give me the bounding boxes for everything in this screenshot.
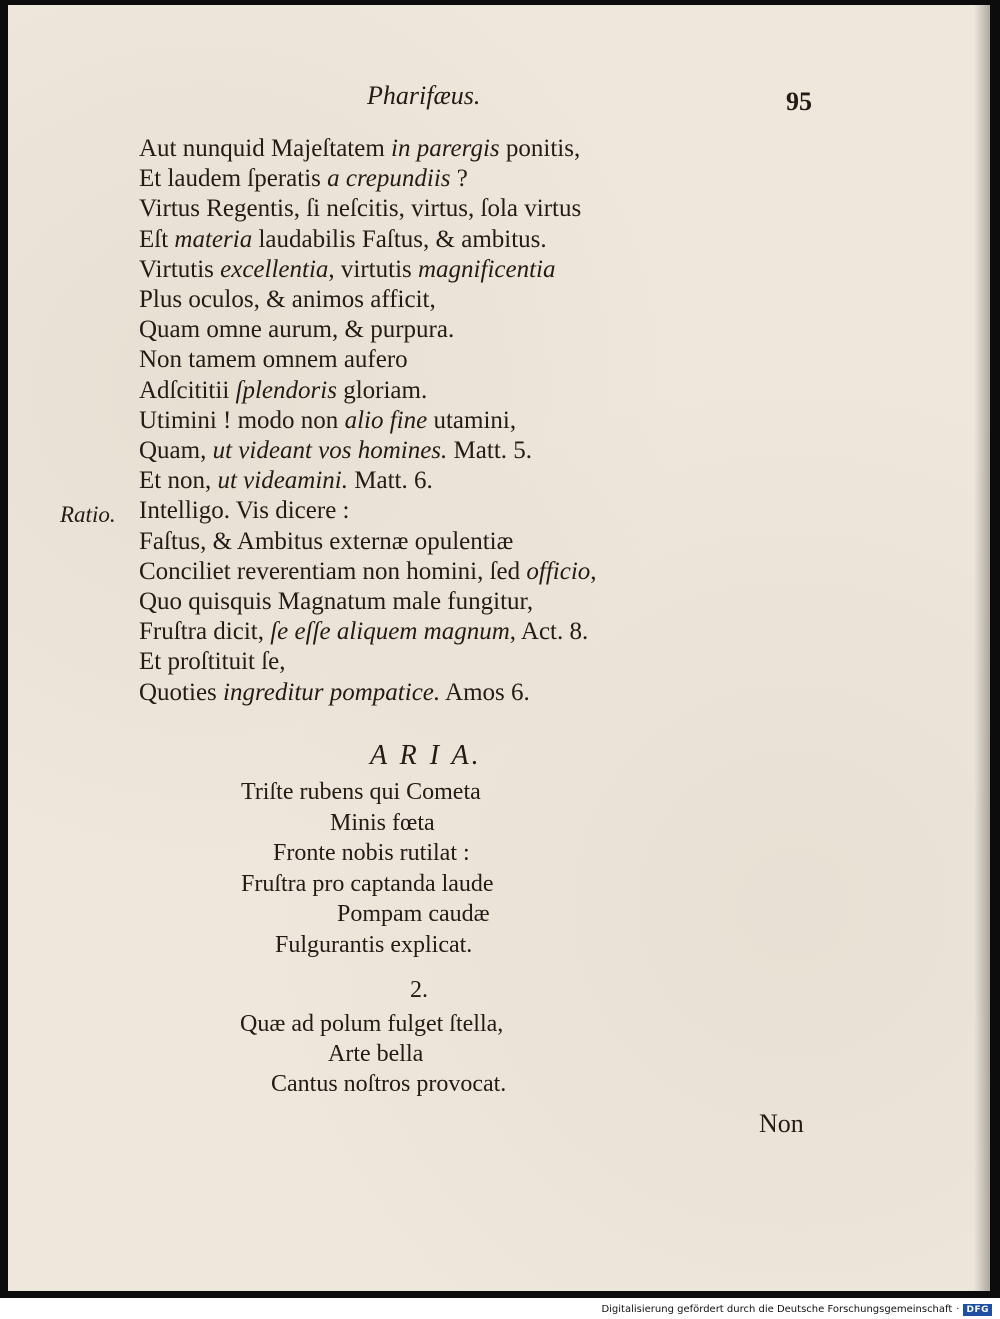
text-segment: , [590, 557, 597, 585]
text-line [139, 227, 547, 252]
text-segment: Quam, [139, 437, 213, 464]
digitization-footer [601, 1300, 992, 1319]
text-segment: Eſt [139, 225, 175, 253]
text-line [139, 649, 286, 674]
italic-segment: ut videamini. [217, 467, 348, 495]
aria-line: Fulgurantis explicat. [275, 932, 473, 958]
text-segment: Matt. 5. [447, 437, 533, 464]
text-segment: , virtutis [328, 255, 418, 283]
running-head: Pharifæus. [367, 81, 481, 110]
italic-segment: ingreditur pompatice. [223, 678, 441, 706]
italic-segment: ſplendoris [235, 376, 337, 404]
text-line [139, 438, 532, 463]
text-line [139, 619, 588, 644]
text-segment: Et non, [139, 467, 218, 495]
text-segment: Aut nunquid Majeſtatem [139, 135, 392, 162]
aria-title: A R I A. [370, 740, 482, 771]
text-segment: ? [450, 165, 468, 193]
italic-segment: officio [526, 557, 591, 585]
text-line [139, 196, 581, 221]
page-spine-shadow [974, 5, 990, 1291]
text-line [139, 408, 516, 433]
text-segment: laudabilis Faſtus, & ambitus. [252, 225, 547, 253]
italic-segment: ſe eſſe aliquem magnum [270, 618, 510, 646]
italic-segment: in parergis [391, 135, 500, 162]
text-segment: Adſcititii [139, 376, 236, 404]
text-segment: Matt. 6. [348, 467, 433, 495]
italic-segment: excellentia [220, 255, 329, 283]
text-segment: Utimini ! modo non [139, 406, 345, 434]
text-segment: Quo quisquis Magnatum male fungitur, [139, 588, 534, 615]
page-number: 95 [786, 87, 812, 116]
text-segment: Intelligo. Vis dicere : [139, 497, 350, 525]
text-line [139, 529, 513, 554]
text-segment: Virtus Regentis, ſi neſcitis, virtus, ſola virtus [139, 195, 582, 223]
text-segment: Virtutis [139, 255, 221, 283]
book-page [8, 5, 990, 1291]
text-segment: Faſtus, & Ambitus externæ opulentiæ [139, 527, 514, 555]
text-line [139, 136, 580, 161]
aria-line: Pompam caudæ [337, 901, 490, 927]
text-segment: , Act. 8. [509, 618, 589, 646]
text-line [139, 559, 597, 584]
text-line [139, 317, 454, 342]
aria-line: Arte bella [328, 1041, 424, 1067]
dfg-logo-icon: DFG [963, 1304, 992, 1316]
text-line [139, 287, 436, 312]
text-line [139, 166, 468, 191]
aria-line: Fronte nobis rutilat : [273, 840, 470, 866]
text-line [139, 589, 533, 614]
aria-line: Minis fœta [330, 810, 435, 836]
text-line [139, 347, 408, 372]
margin-note: Ratio. [60, 502, 116, 527]
text-segment: Et laudem ſperatis [139, 165, 328, 193]
text-segment: Amos 6. [440, 678, 530, 706]
aria-line: Fruſtra pro captanda laude [241, 871, 494, 897]
catchword: Non [759, 1109, 804, 1138]
text-line [139, 498, 350, 523]
text-segment: gloriam. [336, 376, 428, 404]
text-segment: Quoties [139, 678, 224, 706]
aria-line: Quæ ad polum fulget ſtella, [240, 1011, 504, 1037]
italic-segment: magnificentia [418, 255, 556, 283]
text-line [139, 378, 427, 403]
footer-separator: · [956, 1304, 960, 1315]
italic-segment: alio fine [344, 406, 428, 434]
text-segment: Conciliet reverentiam non homini, ſed [139, 557, 527, 585]
text-line [139, 680, 530, 705]
italic-segment: a crepundiis [327, 165, 451, 193]
text-segment: Fruſtra dicit, [139, 618, 271, 646]
italic-segment: materia [174, 225, 253, 253]
aria-line: Cantus noſtros provocat. [271, 1071, 507, 1097]
text-segment: Et proſtituit ſe, [139, 648, 286, 676]
footer-text: Digitalisierung gefördert durch die Deutsche Forschungsgemeinschaft [601, 1304, 953, 1315]
text-line [139, 257, 555, 282]
text-segment: Plus oculos, & animos afficit, [139, 286, 436, 313]
text-segment: Quam omne aurum, & purpura. [139, 316, 455, 344]
text-segment: Non tamem omnem aufero [139, 346, 408, 374]
text-segment: ponitis, [499, 135, 581, 162]
stanza-number: 2. [410, 977, 428, 1003]
aria-line: Triſte rubens qui Cometa [241, 779, 481, 805]
text-segment: utamini, [427, 406, 517, 434]
italic-segment: ut videant vos homines. [212, 437, 448, 464]
text-line [139, 468, 433, 493]
